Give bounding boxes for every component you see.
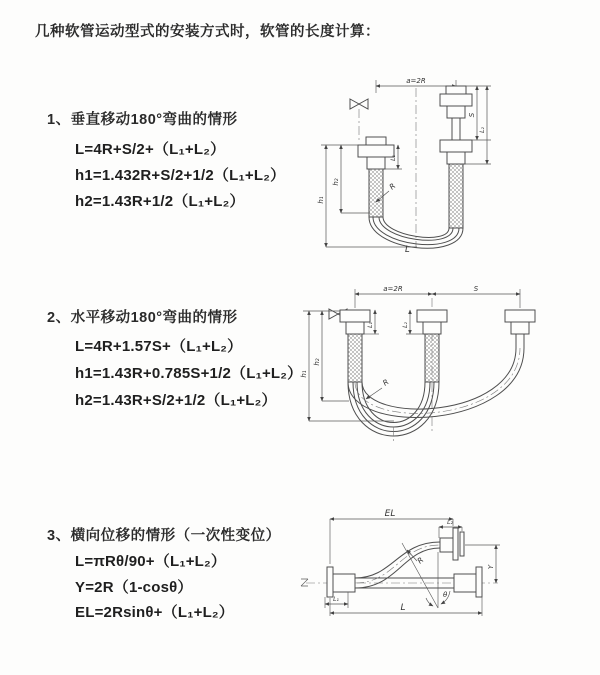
dim-label-l1: L₁ <box>367 322 374 328</box>
dim-label-l2: L₂ <box>402 322 409 328</box>
page-title: 几种软管运动型式的安装方式时，软管的长度计算： <box>35 24 380 40</box>
middle-fitting-neck <box>423 322 441 334</box>
curved-hose-top <box>355 542 440 578</box>
curved-hose-bottom <box>355 548 440 588</box>
section-1-heading: 1、垂直移动180°弯曲的情形 <box>47 112 238 128</box>
section-3-formula-EL: EL=2Rsinθ+（L₁+L₂） <box>75 604 234 621</box>
diagram-lateral-displacement <box>298 498 508 653</box>
dim-label-h2: h₂ <box>313 358 321 366</box>
centerline-z-mark <box>301 579 308 586</box>
section-2-formula-h2: h2=1.43R+S/2+1/2（L₁+L₂） <box>75 392 277 409</box>
braided-hose-section <box>369 169 383 217</box>
right-fitting-neck-2 <box>447 152 465 164</box>
upper-flange-plate <box>453 528 458 560</box>
dim-label-a2r: a=2R <box>383 285 403 293</box>
dim-label-r: R <box>387 181 398 192</box>
dim-label-l2: L₂ <box>479 127 486 133</box>
right-fitting-stub <box>454 574 476 592</box>
section-1-formula-h1: h1=1.432R+S/2+1/2（L₁+L₂） <box>75 167 286 184</box>
dim-label-r: R <box>380 377 391 388</box>
dim-label-el: EL <box>384 509 396 519</box>
dim-label-s: S <box>468 112 476 118</box>
curved-hose-centerline <box>355 545 440 583</box>
dim-label-l2: L₂ <box>447 519 453 526</box>
left-flange <box>327 567 333 597</box>
dim-label-l1: L₁ <box>390 155 397 161</box>
braided-hose-section <box>425 334 439 382</box>
dim-label-l1: L₁ <box>333 596 339 603</box>
right-flange-top <box>440 94 472 106</box>
dim-label-h1: h₁ <box>317 196 325 204</box>
section-2-formula-L: L=4R+1.57S+（L₁+L₂） <box>75 338 243 355</box>
section-2-formula-h1: h1=1.43R+0.785S+1/2（L₁+L₂） <box>75 365 303 382</box>
middle-flange <box>417 310 447 322</box>
diagram-horizontal-180-bend <box>297 284 557 444</box>
upper-flange-plate-2 <box>460 532 464 556</box>
section-2-heading: 2、水平移动180°弯曲的情形 <box>47 310 238 326</box>
dim-label-theta: θ <box>443 591 448 599</box>
section-3-heading: 3、横向位移的情形（一次性变位） <box>47 528 281 544</box>
left-fitting-neck <box>367 157 385 169</box>
valve-icon <box>350 99 368 109</box>
section-1-formula-L: L=4R+S/2+（L₁+L₂） <box>75 141 226 158</box>
right-fitting-neck <box>511 322 529 334</box>
left-flange <box>358 145 394 157</box>
braided-hose-section <box>449 164 463 228</box>
dim-label-s: S <box>473 285 479 293</box>
left-flange <box>340 310 370 322</box>
left-fitting-cap <box>366 137 386 145</box>
braided-hose-section <box>348 334 362 382</box>
right-fitting-neck <box>447 106 465 118</box>
dim-label-l: L <box>405 245 410 255</box>
right-fitting-cap <box>446 86 466 94</box>
right-flange-displaced <box>505 310 535 322</box>
section-1-formula-h2: h2=1.43R+1/2（L₁+L₂） <box>75 193 245 210</box>
section-3-formula-Y: Y=2R（1-cosθ） <box>75 579 193 596</box>
leader-r <box>366 388 382 399</box>
dim-label-h1: h₁ <box>300 370 308 378</box>
dim-label-l: L <box>400 603 406 613</box>
section-3-formula-L: L=πRθ/90+（L₁+L₂） <box>75 553 227 570</box>
dim-label-r: R <box>415 555 426 566</box>
left-fitting-stub <box>333 574 355 592</box>
right-flange-original <box>476 567 482 597</box>
left-fitting-neck <box>346 322 364 334</box>
dim-label-a2r: a=2R <box>406 77 426 85</box>
upper-fitting-stub <box>440 538 453 552</box>
angle-arc-left <box>426 598 433 606</box>
dim-label-h2: h₂ <box>332 178 340 186</box>
right-flange-lower <box>440 140 472 152</box>
dim-label-y: Y <box>487 564 495 570</box>
diagram-vertical-180-bend <box>303 70 498 255</box>
